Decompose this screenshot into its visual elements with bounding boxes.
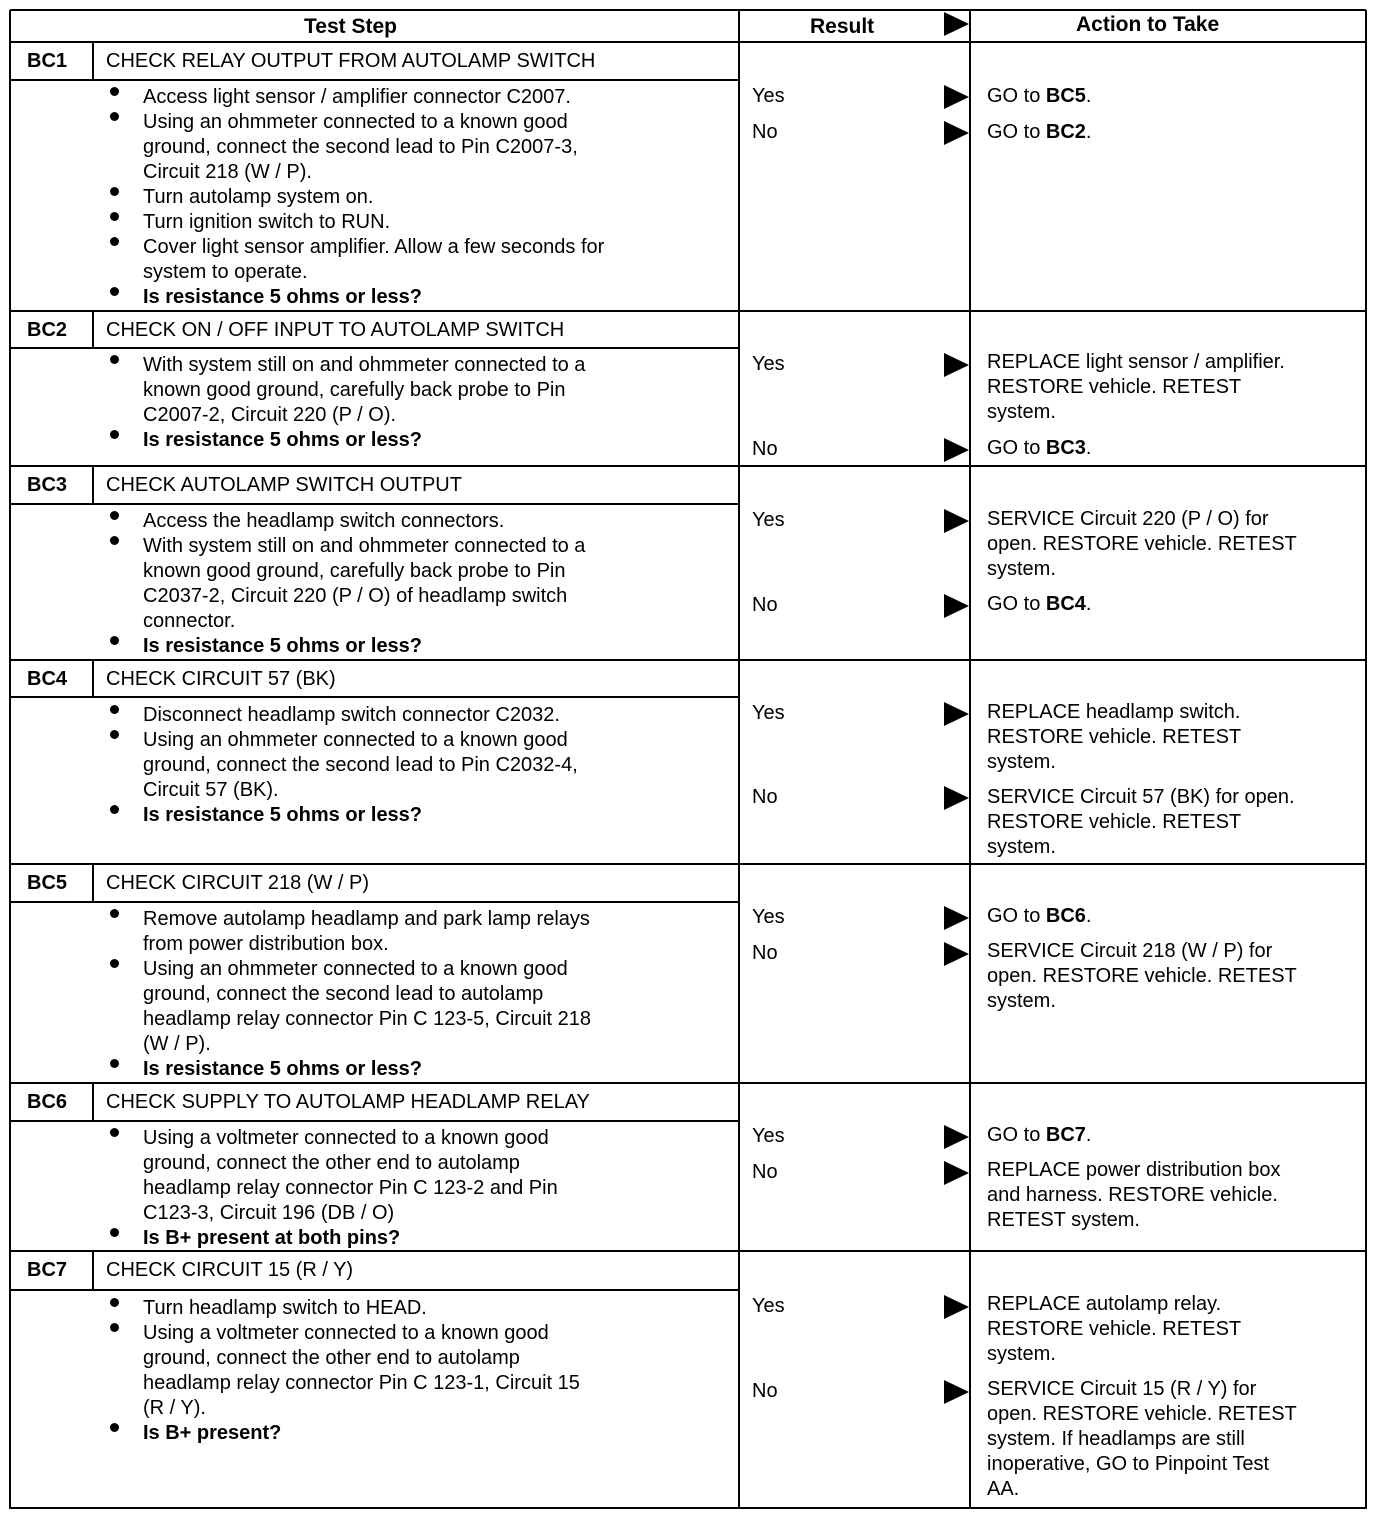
bullet-icon	[110, 705, 119, 714]
step-bottom-rule	[10, 863, 1366, 865]
step-question: Is resistance 5 ohms or less?	[143, 429, 423, 451]
step-instruction-line: With system still on and ohmmeter connected to a	[143, 354, 586, 376]
table-left-border	[9, 10, 11, 1509]
bullet-icon	[110, 511, 119, 520]
action-line: system.	[987, 836, 1056, 858]
action-line: REPLACE light sensor / amplifier.	[987, 351, 1285, 373]
step-title-rule	[10, 1289, 739, 1291]
result-label: No	[752, 1380, 778, 1402]
action-line: REPLACE power distribution box	[987, 1159, 1281, 1181]
step-bottom-rule	[10, 465, 1366, 467]
step-bottom-rule	[10, 1507, 1366, 1509]
step-instruction-line: Turn headlamp switch to HEAD.	[143, 1297, 427, 1319]
result-arrow-icon	[944, 1295, 969, 1319]
bullet-icon	[110, 112, 119, 121]
action-line: RESTORE vehicle. RETEST	[987, 1318, 1242, 1340]
step-instruction-line: C123-3, Circuit 196 (DB / O)	[143, 1202, 395, 1224]
action-line: open. RESTORE vehicle. RETEST	[987, 965, 1297, 987]
bullet-icon	[110, 805, 119, 814]
result-label: Yes	[752, 906, 785, 928]
step-title: CHECK CIRCUIT 15 (R / Y)	[106, 1259, 354, 1281]
action-line	[987, 592, 1091, 617]
result-arrow-icon	[944, 353, 969, 377]
action-line: SERVICE Circuit 218 (W / P) for	[987, 940, 1273, 962]
step-id: BC4	[27, 668, 68, 690]
action-text: GO to	[987, 905, 1046, 927]
action-step-ref: BC4	[1045, 593, 1086, 615]
action-text: GO to	[987, 593, 1046, 615]
step-title-rule	[10, 79, 739, 81]
action-text-tail: .	[1085, 593, 1092, 615]
bullet-icon	[110, 1423, 119, 1432]
bullet-icon	[110, 1128, 119, 1137]
step-question: Is resistance 5 ohms or less?	[143, 635, 423, 657]
step-title: CHECK SUPPLY TO AUTOLAMP HEADLAMP RELAY	[106, 1091, 590, 1113]
result-label: Yes	[752, 85, 785, 107]
action-line: RESTORE vehicle. RETEST	[987, 376, 1242, 398]
action-text: GO to	[987, 1124, 1046, 1146]
action-line: REPLACE autolamp relay.	[987, 1293, 1222, 1315]
step-id: BC7	[27, 1259, 68, 1281]
step-instruction-line: Turn autolamp system on.	[143, 186, 374, 208]
step-instruction-line: ground, connect the other end to autolamp	[143, 1347, 520, 1369]
action-text: GO to	[987, 121, 1046, 143]
result-label: Yes	[752, 509, 785, 531]
step-instruction-line: C2007-2, Circuit 220 (P / O).	[143, 404, 397, 426]
step-instruction-line: headlamp relay connector Pin C 123-1, Circuit 15	[143, 1372, 580, 1394]
result-arrow-icon	[944, 1161, 969, 1185]
action-text-tail: .	[1085, 905, 1092, 927]
step-id: BC2	[27, 319, 68, 341]
step-instruction-line: Using a voltmeter connected to a known good	[143, 1322, 549, 1344]
action-line	[987, 84, 1091, 109]
bullet-icon	[110, 212, 119, 221]
action-step-ref: BC3	[1045, 437, 1086, 459]
bullet-icon	[110, 1323, 119, 1332]
step-title: CHECK RELAY OUTPUT FROM AUTOLAMP SWITCH	[106, 50, 596, 72]
bullet-icon	[110, 536, 119, 545]
action-line: open. RESTORE vehicle. RETEST	[987, 1403, 1297, 1425]
action-line: SERVICE Circuit 15 (R / Y) for	[987, 1378, 1257, 1400]
bullet-icon	[110, 909, 119, 918]
action-text-tail: .	[1085, 121, 1092, 143]
bullet-icon	[110, 187, 119, 196]
step-instruction-line: Disconnect headlamp switch connector C2032.	[143, 704, 560, 726]
result-arrow-icon	[944, 85, 969, 109]
action-line: AA.	[987, 1478, 1020, 1500]
action-step-ref: BC5	[1045, 85, 1086, 107]
step-title: CHECK CIRCUIT 218 (W / P)	[106, 872, 369, 894]
result-arrow-icon	[944, 906, 969, 930]
bullet-icon	[110, 730, 119, 739]
result-label: No	[752, 438, 778, 460]
step-bottom-rule	[10, 1082, 1366, 1084]
step-instruction-line: known good ground, carefully back probe to Pin	[143, 379, 566, 401]
step-question: Is B+ present?	[143, 1422, 282, 1444]
step-bottom-rule	[10, 659, 1366, 661]
action-line: RETEST system.	[987, 1209, 1140, 1231]
result-label: Yes	[752, 353, 785, 375]
step-title: CHECK CIRCUIT 57 (BK)	[106, 668, 336, 690]
step-instruction-line: Access the headlamp switch connectors.	[143, 510, 505, 532]
bullet-icon	[110, 959, 119, 968]
action-line: SERVICE Circuit 220 (P / O) for	[987, 508, 1269, 530]
step-question: Is resistance 5 ohms or less?	[143, 1058, 423, 1080]
step-instruction-line: system to operate.	[143, 261, 308, 283]
step-instruction-line: headlamp relay connector Pin C 123-5, Circuit 218	[143, 1008, 592, 1030]
bullet-icon	[110, 636, 119, 645]
step-question: Is resistance 5 ohms or less?	[143, 286, 423, 308]
result-label: No	[752, 942, 778, 964]
step-instruction-line: Circuit 57 (BK).	[143, 779, 279, 801]
step-instruction-line: (W / P).	[143, 1033, 211, 1055]
result-arrow-icon	[944, 786, 969, 810]
step-instruction-line: Using a voltmeter connected to a known good	[143, 1127, 549, 1149]
action-line: system.	[987, 401, 1056, 423]
result-label: No	[752, 121, 778, 143]
action-text-tail: .	[1085, 85, 1092, 107]
header-arrow-icon	[944, 12, 969, 36]
action-line: REPLACE headlamp switch.	[987, 701, 1241, 723]
result-label: No	[752, 594, 778, 616]
action-line: open. RESTORE vehicle. RETEST	[987, 533, 1297, 555]
action-line: RESTORE vehicle. RETEST	[987, 726, 1242, 748]
action-line: and harness. RESTORE vehicle.	[987, 1184, 1278, 1206]
step-instruction-line: from power distribution box.	[143, 933, 389, 955]
result-arrow-icon	[944, 1125, 969, 1149]
action-text: GO to	[987, 437, 1046, 459]
step-instruction-line: Remove autolamp headlamp and park lamp relays	[143, 908, 590, 930]
bullet-icon	[110, 1059, 119, 1068]
step-instruction-line: headlamp relay connector Pin C 123-2 and Pin	[143, 1177, 558, 1199]
bullet-icon	[110, 287, 119, 296]
step-title: CHECK AUTOLAMP SWITCH OUTPUT	[106, 474, 462, 496]
bullet-icon	[110, 430, 119, 439]
step-id-divider	[92, 1251, 94, 1290]
step-title: CHECK ON / OFF INPUT TO AUTOLAMP SWITCH	[106, 319, 565, 341]
action-line: system.	[987, 751, 1056, 773]
bullet-icon	[110, 237, 119, 246]
header-rule	[10, 41, 1366, 43]
action-line	[987, 1123, 1091, 1148]
step-title-rule	[10, 1120, 739, 1122]
step-title-rule	[10, 347, 739, 349]
action-step-ref: BC6	[1045, 905, 1086, 927]
result-label: Yes	[752, 702, 785, 724]
step-instruction-line: Using an ohmmeter connected to a known good	[143, 111, 568, 133]
table-right-border	[1365, 10, 1367, 1509]
step-id-divider	[92, 311, 94, 348]
bullet-icon	[110, 87, 119, 96]
step-instruction-line: With system still on and ohmmeter connected to a	[143, 535, 586, 557]
step-question: Is B+ present at both pins?	[143, 1227, 401, 1249]
step-id: BC5	[27, 872, 68, 894]
table-top-border	[10, 9, 1366, 11]
action-line: system. If headlamps are still	[987, 1428, 1245, 1450]
action-text-tail: .	[1085, 437, 1092, 459]
result-arrow-icon	[944, 1380, 969, 1404]
step-instruction-line: (R / Y).	[143, 1397, 206, 1419]
step-id-divider	[92, 1083, 94, 1121]
step-instruction-line: C2037-2, Circuit 220 (P / O) of headlamp switch	[143, 585, 568, 607]
step-id-divider	[92, 864, 94, 902]
result-arrow-icon	[944, 702, 969, 726]
step-instruction-line: ground, connect the other end to autolamp	[143, 1152, 520, 1174]
action-column-divider	[969, 10, 971, 1509]
action-line: inoperative, GO to Pinpoint Test	[987, 1453, 1270, 1475]
action-line	[987, 436, 1091, 461]
step-id-divider	[92, 660, 94, 697]
step-instruction-line: connector.	[143, 610, 236, 632]
result-arrow-icon	[944, 594, 969, 618]
step-title-rule	[10, 901, 739, 903]
step-instruction-line: Circuit 218 (W / P).	[143, 161, 312, 183]
bullet-icon	[110, 1228, 119, 1237]
step-instruction-line: Cover light sensor amplifier. Allow a few seconds for	[143, 236, 605, 258]
step-instruction-line: Access light sensor / amplifier connector C2007.	[143, 86, 571, 108]
step-instruction-line: ground, connect the second lead to Pin C2007-3,	[143, 136, 578, 158]
result-arrow-icon	[944, 942, 969, 966]
step-id-divider	[92, 466, 94, 504]
action-step-ref: BC2	[1045, 121, 1086, 143]
result-arrow-icon	[944, 509, 969, 533]
header-test-step: Test Step	[304, 15, 397, 38]
step-instruction-line: Turn ignition switch to RUN.	[143, 211, 391, 233]
action-step-ref: BC7	[1045, 1124, 1086, 1146]
step-id-divider	[92, 42, 94, 80]
result-label: Yes	[752, 1295, 785, 1317]
step-question: Is resistance 5 ohms or less?	[143, 804, 423, 826]
action-line: system.	[987, 990, 1056, 1012]
step-bottom-rule	[10, 310, 1366, 312]
action-text-tail: .	[1085, 1124, 1092, 1146]
result-label: No	[752, 786, 778, 808]
step-instruction-line: Using an ohmmeter connected to a known good	[143, 958, 568, 980]
result-arrow-icon	[944, 438, 969, 462]
action-line	[987, 120, 1091, 145]
action-line: RESTORE vehicle. RETEST	[987, 811, 1242, 833]
bullet-icon	[110, 1298, 119, 1307]
step-instruction-line: Using an ohmmeter connected to a known good	[143, 729, 568, 751]
step-instruction-line: ground, connect the second lead to autolamp	[143, 983, 544, 1005]
step-instruction-line: ground, connect the second lead to Pin C2032-4,	[143, 754, 578, 776]
action-line: SERVICE Circuit 57 (BK) for open.	[987, 786, 1295, 808]
bullet-icon	[110, 355, 119, 364]
step-instruction-line: known good ground, carefully back probe to Pin	[143, 560, 566, 582]
action-text: GO to	[987, 85, 1046, 107]
step-id: BC6	[27, 1091, 68, 1113]
action-line: system.	[987, 558, 1056, 580]
result-column-divider	[738, 10, 740, 1509]
header-action-to-take: Action to Take	[1076, 13, 1220, 36]
result-arrow-icon	[944, 121, 969, 145]
result-label: No	[752, 1161, 778, 1183]
result-label: Yes	[752, 1125, 785, 1147]
header-result: Result	[810, 15, 875, 38]
step-id: BC1	[27, 50, 68, 72]
step-title-rule	[10, 503, 739, 505]
action-line	[987, 904, 1091, 929]
action-line: system.	[987, 1343, 1056, 1365]
step-title-rule	[10, 696, 739, 698]
step-id: BC3	[27, 474, 68, 496]
